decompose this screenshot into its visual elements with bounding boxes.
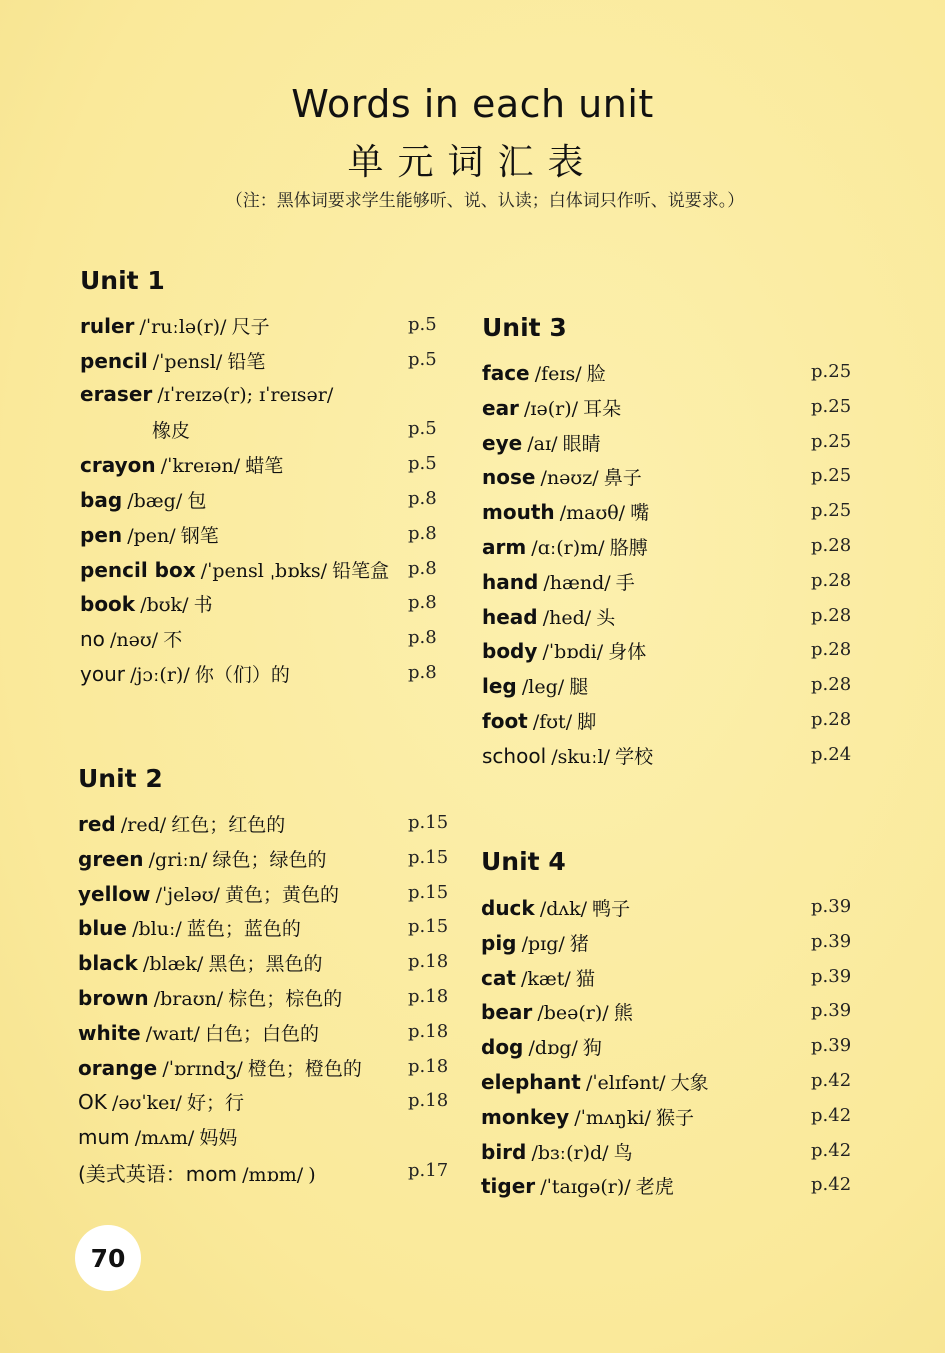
vocab-phonetic: /dɒg/ [528, 1037, 578, 1060]
vocab-word: elephant [481, 1070, 581, 1094]
vocab-word: ear [482, 395, 519, 420]
vocab-page-ref: p.18 [408, 986, 449, 1007]
vocab-chinese: 黑色；黑色的 [208, 953, 323, 976]
vocab-word: blue [78, 916, 127, 941]
vocab-chinese: 耳朵 [583, 397, 622, 420]
vocab-page-ref: p.39 [811, 1000, 852, 1022]
vocab-entry [482, 463, 861, 493]
vocab-entry [78, 1054, 458, 1084]
vocab-word: hand [482, 569, 539, 594]
vocab-page-ref: p.39 [811, 965, 852, 987]
vocab-word: head [482, 604, 538, 629]
vocab-chinese: 你（们）的 [194, 664, 290, 686]
vocab-phonetic: /kæt/ [521, 967, 571, 990]
vocab-page-ref: p.25 [811, 465, 852, 487]
vocab-page-ref: p.17 [408, 1160, 449, 1181]
vocab-chinese: 脸 [586, 363, 606, 385]
vocab-page-ref: p.5 [408, 314, 437, 335]
vocab-chinese: 熊 [613, 1002, 633, 1025]
vocab-word: ruler [80, 314, 135, 338]
vocab-page-ref: p.25 [811, 500, 852, 522]
vocab-entry [481, 1103, 861, 1133]
vocab-phonetic: /jɔː(r)/ [130, 664, 190, 686]
vocab-chinese: 老虎 [635, 1176, 674, 1199]
vocab-entry [78, 1019, 458, 1049]
page-note: （注：黑体词要求学生能够听、说、认读；白体词只作听、说要求。） [225, 191, 745, 211]
vocab-chinese: 头 [596, 606, 616, 629]
vocab-page-ref: p.5 [408, 418, 437, 440]
vocab-chinese: 猴子 [655, 1106, 694, 1129]
vocab-word: bag [80, 488, 123, 512]
vocab-chinese: 手 [615, 571, 635, 594]
vocab-chinese: 猫 [575, 967, 595, 990]
vocab-chinese: 书 [193, 594, 213, 617]
vocab-page-ref: p.25 [811, 430, 852, 452]
vocab-phonetic: /blæk/ [142, 953, 204, 976]
vocab-chinese: 胳膊 [609, 537, 648, 559]
vocab-chinese: 身体 [608, 641, 647, 664]
vocab-phonetic: /ˈmʌŋki/ [574, 1106, 651, 1129]
vocab-page-ref: p.28 [811, 535, 852, 556]
vocab-chinese: ) [308, 1164, 316, 1186]
vocab-chinese: 脚 [577, 711, 597, 733]
vocab-word: yellow [78, 881, 151, 906]
vocab-page-ref: p.24 [811, 743, 852, 765]
page-subtitle: 单元词汇表 [347, 142, 598, 183]
vocab-phonetic: /mʌm/ [134, 1127, 195, 1150]
vocab-phonetic: /maʊθ/ [559, 502, 626, 525]
vocab-phonetic: /skuːl/ [551, 745, 610, 768]
vocab-entry [80, 451, 458, 481]
vocab-phonetic: /pen/ [127, 524, 176, 547]
vocab-entry [80, 486, 458, 516]
vocab-entry [481, 929, 861, 959]
vocab-phonetic: /ˈbɒdi/ [542, 641, 604, 664]
vocab-page-ref: p.39 [811, 1035, 852, 1057]
vocab-phonetic: /ˈkreɪən/ [160, 455, 241, 478]
vocab-word: tiger [481, 1174, 536, 1199]
vocab-entry [482, 498, 861, 528]
vocab-word: red [78, 812, 116, 836]
vocab-page-ref: p.28 [811, 709, 852, 730]
vocab-word: eye [482, 430, 523, 455]
vocab-chinese: 狗 [582, 1037, 602, 1060]
vocab-word: orange [78, 1055, 158, 1080]
vocab-chinese: 铅笔盒 [332, 559, 390, 582]
vocab-chinese: 嘴 [630, 502, 650, 525]
vocab-word: your [80, 662, 125, 686]
vocab-page-ref: p.8 [408, 557, 437, 579]
vocab-chinese: 学校 [615, 745, 654, 768]
vocab-entry [78, 1088, 458, 1118]
vocab-phonetic: /fʊt/ [532, 711, 573, 733]
vocab-entry [80, 382, 458, 412]
vocab-phonetic: /nəʊ/ [110, 629, 159, 652]
vocab-word: no [80, 627, 105, 652]
vocab-page-ref: p.28 [811, 604, 852, 626]
vocab-entry [481, 894, 861, 924]
vocab-word: nose [482, 465, 536, 490]
vocab-word: (美式英语：mom [78, 1162, 238, 1186]
vocab-phonetic: /nəʊz/ [540, 467, 599, 490]
vocab-chinese: 不 [163, 629, 183, 652]
vocab-word: dog [481, 1035, 524, 1060]
vocab-entry [482, 672, 861, 702]
vocab-word: eraser [80, 381, 153, 406]
vocab-entry [482, 568, 861, 598]
vocab-word: book [80, 592, 136, 617]
vocab-page-ref: p.42 [811, 1070, 852, 1091]
vocab-word: bear [481, 1000, 533, 1025]
vocab-entry [78, 845, 458, 875]
vocab-entry [482, 707, 861, 737]
vocab-chinese: 鼻子 [603, 467, 642, 490]
vocab-phonetic: /ɪə(r)/ [524, 397, 579, 420]
vocab-chinese: 红色；红色的 [171, 814, 286, 836]
vocab-page-ref: p.18 [408, 1020, 449, 1042]
vocab-chinese: 蓝色；蓝色的 [186, 918, 301, 941]
vocab-page-ref: p.28 [811, 674, 852, 696]
vocab-entry [481, 1172, 861, 1202]
vocab-phonetic: /mɒm/ [242, 1164, 304, 1186]
vocab-phonetic: /bluː/ [132, 918, 182, 941]
vocab-word: black [78, 951, 138, 976]
vocab-chinese: 猪 [569, 932, 589, 955]
vocab-phonetic: /hed/ [542, 606, 592, 629]
vocab-entry [481, 1068, 861, 1098]
vocab-word: green [78, 846, 144, 871]
vocab-word: leg [482, 674, 517, 699]
vocab-page-ref: p.18 [408, 1090, 449, 1112]
vocab-page-ref: p.42 [811, 1139, 852, 1161]
vocab-chinese: 腿 [569, 676, 589, 699]
vocab-entry [80, 347, 458, 377]
vocab-phonetic: /leg/ [521, 676, 565, 699]
vocab-phonetic: /ɑː(r)m/ [531, 537, 605, 559]
vocab-chinese: 黄色；黄色的 [224, 883, 339, 906]
vocab-word: body [482, 639, 538, 664]
vocab-phonetic: /ˈpensl ˌbɒks/ [200, 559, 328, 582]
vocab-entry [481, 1138, 861, 1168]
vocab-word: pencil [80, 348, 148, 373]
vocab-entry [481, 998, 861, 1028]
vocab-phonetic: /feɪs/ [534, 363, 582, 385]
vocab-word: pen [80, 522, 123, 547]
vocab-entry [80, 556, 458, 586]
vocab-entry [80, 660, 458, 690]
vocab-phonetic: /red/ [120, 814, 167, 836]
vocab-phonetic: /ˈjeləʊ/ [155, 883, 220, 906]
vocab-entry [80, 590, 458, 620]
vocab-page-ref: p.8 [408, 627, 437, 649]
vocab-entry [482, 429, 861, 459]
vocab-word: cat [481, 965, 516, 990]
vocab-phonetic: /beə(r)/ [537, 1002, 609, 1025]
vocab-chinese: 橡皮 [152, 420, 191, 443]
vocab-chinese: 白色；白色的 [205, 1022, 320, 1045]
unit-heading: Unit 4 [481, 847, 566, 876]
vocab-word: duck [481, 896, 535, 920]
vocab-page-ref: p.8 [408, 592, 437, 614]
vocab-page-ref: p.25 [811, 395, 852, 417]
vocab-phonetic: /əʊˈkeɪ/ [111, 1092, 182, 1115]
vocab-phonetic: /pɪg/ [521, 932, 565, 955]
vocab-entry [481, 1033, 861, 1063]
vocab-page-ref: p.42 [811, 1104, 852, 1126]
vocab-phonetic: /bʊk/ [140, 594, 189, 617]
vocab-phonetic: /braʊn/ [153, 988, 224, 1010]
vocab-phonetic: /griːn/ [148, 848, 208, 871]
vocab-entry [78, 914, 458, 944]
vocab-entry [80, 625, 458, 655]
vocab-entry [80, 521, 458, 551]
vocab-page-ref: p.39 [811, 930, 852, 952]
vocab-phonetic: /waɪt/ [145, 1022, 200, 1045]
vocab-entry [78, 984, 458, 1014]
vocab-word: mouth [482, 500, 555, 525]
vocab-chinese: 包 [187, 490, 207, 512]
vocab-page-ref: p.15 [408, 846, 449, 868]
vocab-entry [152, 416, 530, 446]
vocab-phonetic: /bɜː(r)d/ [531, 1141, 609, 1164]
vocab-phonetic: /ˈelɪfənt/ [585, 1072, 666, 1094]
vocab-entry [482, 394, 861, 424]
vocab-word: monkey [481, 1104, 570, 1129]
vocab-page-ref: p.15 [408, 812, 449, 833]
vocab-word: crayon [80, 453, 156, 478]
vocab-page-ref: p.5 [408, 348, 437, 370]
vocab-entry [78, 810, 458, 840]
vocab-word: pencil box [80, 557, 196, 582]
vocab-chinese: 绿色；绿色的 [212, 848, 327, 871]
vocab-phonetic: /dʌk/ [539, 898, 588, 920]
vocab-entry [80, 312, 458, 342]
vocab-page-ref: p.8 [408, 662, 437, 683]
vocab-word: brown [78, 986, 149, 1010]
vocab-chinese: 棕色；棕色的 [228, 988, 343, 1010]
vocab-entry [482, 603, 861, 633]
vocab-page-ref: p.8 [408, 522, 437, 544]
vocab-phonetic: /hænd/ [543, 571, 611, 594]
vocab-chinese: 钢笔 [180, 524, 219, 547]
vocab-word: pig [481, 930, 517, 955]
vocab-entry [78, 949, 458, 979]
vocab-chinese: 蜡笔 [245, 455, 284, 478]
vocab-chinese: 橙色；橙色的 [247, 1057, 362, 1080]
vocab-page-ref: p.28 [811, 639, 852, 661]
vocab-chinese: 好；行 [186, 1092, 244, 1115]
vocab-chinese: 尺子 [231, 316, 270, 338]
vocab-page-ref: p.18 [408, 1055, 449, 1077]
unit-heading: Unit 3 [482, 313, 567, 342]
vocab-chinese: 大象 [670, 1072, 709, 1094]
vocab-entry [78, 880, 458, 910]
vocab-word: OK [78, 1090, 107, 1115]
vocab-word: arm [482, 535, 527, 559]
vocab-phonetic: /ˈpensl/ [152, 350, 223, 373]
vocab-word: face [482, 361, 530, 385]
vocab-phonetic: /ˈruːlə(r)/ [139, 316, 227, 338]
page-title: Words in each unit [291, 82, 654, 126]
vocab-entry [482, 533, 861, 563]
unit-heading: Unit 2 [78, 764, 163, 793]
vocab-page-ref: p.8 [408, 488, 437, 509]
page-number: 70 [75, 1225, 141, 1291]
vocab-phonetic: /ˈɒrɪndʒ/ [162, 1057, 243, 1080]
vocab-page-ref: p.5 [408, 453, 437, 475]
vocab-entry [482, 742, 861, 772]
vocab-page-ref: p.15 [408, 881, 449, 903]
vocab-phonetic: /aɪ/ [527, 432, 558, 455]
vocab-chinese: 鸟 [613, 1141, 633, 1164]
vocab-phonetic: /bæg/ [127, 490, 183, 512]
vocab-chinese: 眼睛 [562, 432, 601, 455]
vocab-page-ref: p.15 [408, 916, 449, 938]
vocab-word: bird [481, 1139, 527, 1164]
vocab-phonetic: /ɪˈreɪzə(r); ɪˈreɪsər/ [157, 383, 334, 406]
vocab-entry [481, 964, 861, 994]
vocab-word: white [78, 1020, 141, 1045]
vocab-chinese: 铅笔 [227, 350, 266, 373]
vocab-chinese: 妈妈 [199, 1127, 238, 1150]
vocab-word: mum [78, 1125, 130, 1150]
vocab-entry [78, 1123, 458, 1153]
vocab-word: foot [482, 709, 528, 733]
vocab-page-ref: p.18 [408, 951, 449, 973]
vocab-entry [482, 637, 861, 667]
vocab-word: school [482, 743, 547, 768]
vocab-page-ref: p.25 [811, 361, 852, 382]
vocab-entry [482, 359, 861, 389]
vocab-entry [78, 1158, 458, 1188]
vocab-chinese: 鸭子 [592, 898, 631, 920]
vocab-page-ref: p.39 [811, 896, 852, 917]
vocab-phonetic: /ˈtaɪgə(r)/ [540, 1176, 631, 1199]
vocab-page-ref: p.42 [811, 1174, 852, 1196]
unit-heading: Unit 1 [80, 266, 165, 295]
vocab-page-ref: p.28 [811, 569, 852, 591]
